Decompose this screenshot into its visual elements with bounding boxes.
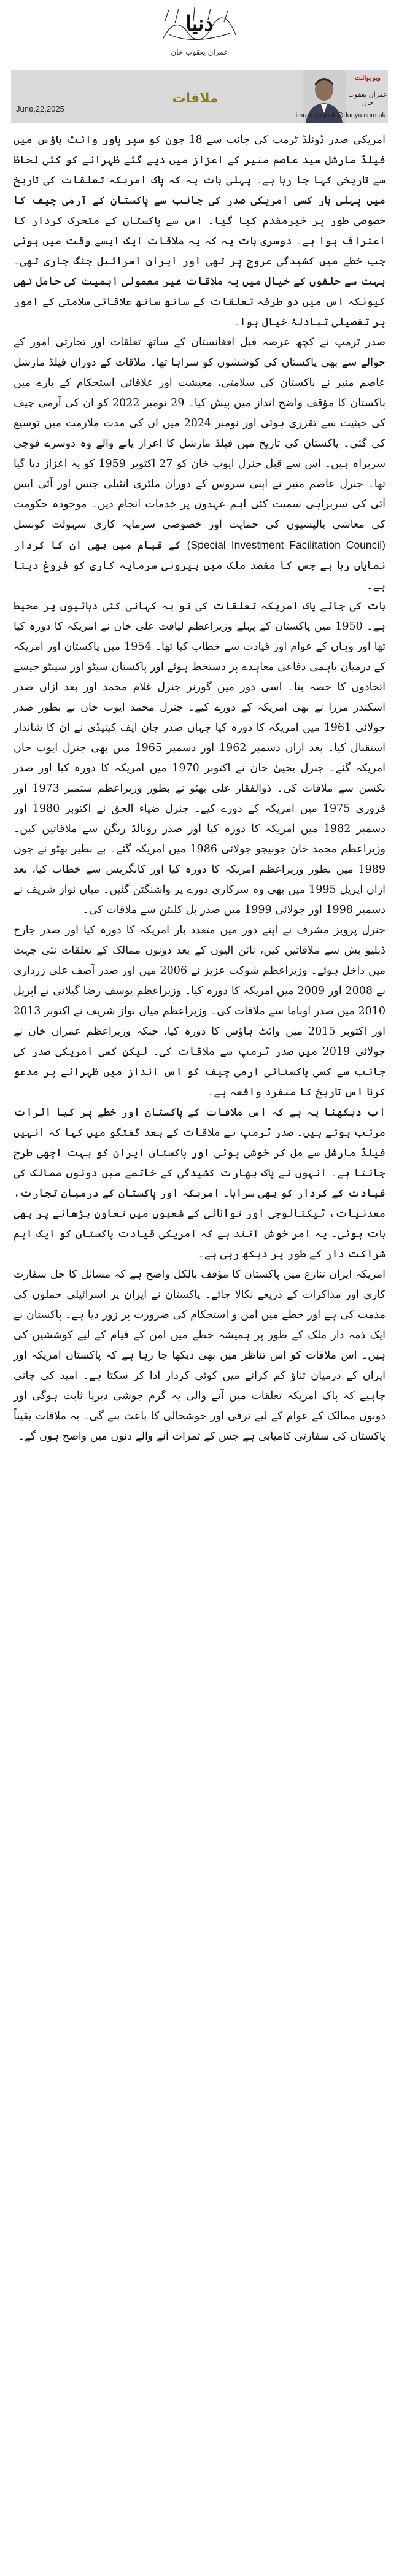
viewpoint-brand: ویو پوائنٹ <box>355 75 381 82</box>
paragraph <box>14 333 385 596</box>
paragraph-text: صدر ٹرمپ نے کچھ عرصہ قبل افغانستان کے ساتھ تعلقات اور تجارتی امور کے حوالے سے بھی پاکستان کی کوششوں کو سراہا تھا۔ ملاقات کے دوران فیلڈ مارشل عاصم منیر نے پاکستان کی سلامتی، معیشت اور علاقائی استحکام کے بارے میں پاکستان کا مؤقف واضح انداز میں پیش کیا۔ 29 نومبر 2022 کو ان کی آرمی چیف کی حیثیت سے تقرری ہوئی اور نومبر 2024 میں ان کی مدت ملازمت میں توسیع کی گئی۔ پاکستان کی تاریخ میں فیلڈ مارشل کا اعزاز پانے والے وہ دوسرے فوجی سربراہ ہیں۔ اس سے قبل جنرل ایوب خان کو 27 اکتوبر 1959 کو یہ اعزاز دیا گیا تھا۔ جنرل عاصم منیر نے اپنی سروس کے دوران ملٹری انٹیلی جنس اور آئی ایس آئی کی سربراہی سمیت کئی اہم عہدوں پر خدمات انجام دیں۔ موجودہ حکومت کی معاشی پالیسیوں کی حمایت اور خصوصی سرمایہ کاری سہولت کونسل <box>14 336 385 531</box>
author-email: imran.yaqoob@dunya.com.pk <box>295 112 385 119</box>
paragraph: امریکی صدر ڈونلڈ ٹرمپ کی جانب سے 18 جون کو سپر پاور وائٹ ہاؤس میں فیلڈ مارشل سید عاصم منیر کے اعزاز میں دیے گئے ظہرانے کو کئی لحاظ سے تاریخی کہا جا رہا ہے۔ پہلی بات یہ کہ پاک امریکہ تعلقات کی تاریخ میں پہلی بار کسی امریکی صدر کی جانب سے پاکستان کے آرمی چیف کا خصوصی طور پر خیرمقدم کیا گیا۔ اس سے پاکستان کے متحرک کردار کا اعتراف ہوا ہے۔ دوسری بات یہ کہ یہ ملاقات ایک ایسے وقت میں ہوئی جب خطے میں کشیدگی عروج پر تھی اور ایران اسرائیل جنگ جاری تھی۔ بہت سے حلقوں کے خیال میں یہ ملاقات غیر معمولی اہمیت کی حامل تھی کیونکہ اس میں دو طرفہ تعلقات کے ساتھ ساتھ علاقائی سلامتی کے امور پر تفصیلی تبادلۂ خیال ہوا۔ <box>14 134 386 328</box>
author-name: عمران یعقوب خان <box>348 91 387 107</box>
svg-text:دنیا: دنیا <box>185 12 214 36</box>
masthead <box>0 0 399 72</box>
column-header <box>11 70 388 123</box>
english-term: (Special Investment Facilitation Council) <box>187 539 385 551</box>
paragraph: اب دیکھنا یہ ہے کہ اس ملاقات کے پاکستان اور خطے پر کیا اثرات مرتب ہوتے ہیں۔ صدر ٹرمپ نے ملاقات کے بعد گفتگو میں کہا کہ انہیں فیلڈ مارشل سے مل کر خوشی ہوئی اور پاکستان ایران کو بہت اچھی طرح جانتا ہے۔ انہوں نے پاک بھارت کشیدگی کے خاتمے میں دونوں ممالک کی قیادت کے کردار کو بھی سراہا۔ امریکہ اور پاکستان کے درمیان تجارت، معدنیات، ٹیکنالوجی اور توانائی کے شعبوں میں تعاون بڑھانے پر بھی بات ہوئی۔ یہ امر خوش آئند ہے کہ امریکی قیادت پاکستان کو ایک اہم شراکت دار کے طور پر دیکھ رہی ہے۔ <box>14 1106 385 1260</box>
dunya-logo <box>157 2 242 47</box>
date-label: June,22,2025 <box>16 104 64 114</box>
newspaper-logo-icon <box>157 2 242 47</box>
paragraph: بات کی جائے پاک امریکہ تعلقات کی تو یہ کہانی کئی دہائیوں پر محیط ہے۔ 1950 میں پاکستان کے پہلے وزیراعظم لیاقت علی خان نے امریکہ کا دورہ کیا تھا اور وہاں کے عوام اور قیادت سے خطاب کیا تھا۔ 1954 میں پاکستان اور امریکہ کے درمیان باہمی دفاعی معاہدے پر دستخط ہوئے اور پاکستان سیٹو اور سینٹو جیسے اتحادوں کا حصہ بنا۔ اسی دور میں گورنر جنرل غلام محمد اور بعد ازاں صدر اسکندر مرزا نے بھی امریکہ کے دورے کیے۔ جنرل محمد ایوب خان نے بطور صدر جولائی 1961 میں امریکہ کا دورہ کیا جہاں صدر جان ایف کینیڈی نے ان کا شاندار استقبال کیا۔ بعد ازاں دسمبر 1962 اور دسمبر 1965 میں بھی جنرل ایوب خان امریکہ گئے۔ جنرل یحییٰ خان نے اکتوبر 1970 میں امریکہ کا دورہ کیا اور صدر نکسن سے ملاقات کی۔ ذوالفقار علی بھٹو نے بطور وزیراعظم ستمبر 1973 اور فروری 1975 میں امریکہ کے دورے کیے۔ جنرل ضیاء الحق نے اکتوبر 1980 اور دسمبر 1982 میں امریکہ کا دورہ کیا اور صدر رونالڈ ریگن سے ملاقاتیں کیں۔ وزیراعظم محمد خان جونیجو جولائی 1986 میں امریکہ گئے۔ بے نظیر بھٹو نے جون 1989 میں بطور وزیراعظم امریکہ کا دورہ کیا اور کانگریس سے خطاب کیا، بعد ازاں اپریل 1995 میں بھی وہ سرکاری دورے پر واشنگٹن گئیں۔ میاں نواز شریف نے دسمبر 1998 اور جولائی 1999 میں صدر بل کلنٹن سے ملاقات کی۔ <box>13 600 386 916</box>
paragraph-text: کے قیام میں بھی ان کا کردار نمایاں رہا ہے جس کا مقصد ملک میں بیرونی سرمایہ کاری کو فروغ دینا ہے۔ <box>14 539 385 592</box>
masthead-subtitle: عمران یعقوب خان <box>171 48 228 56</box>
paragraph: امریکہ ایران تنازع میں پاکستان کا مؤقف بالکل واضح ہے کہ مسائل کا حل سفارت کاری اور مذاکرات کے ذریعے نکالا جائے۔ پاکستان نے ایران پر اسرائیلی حملوں کی مذمت کی ہے اور خطے میں امن و استحکام کی ضرورت پر زور دیا ہے۔ پاکستان نے ایک ذمہ دار ملک کے طور پر ہمیشہ خطے میں امن کے قیام کے لیے کوششیں کی ہیں۔ اس ملاقات کو اس تناظر میں بھی دیکھا جا رہا ہے کہ پاکستان امریکہ اور ایران کے درمیان تناؤ کم کرانے میں کوئی کردار ادا کر سکتا ہے۔ امید کی جانی چاہیے کہ پاک امریکہ تعلقات میں آنے والی یہ گرم جوشی دیرپا ثابت ہوگی اور دونوں ممالک کے عوام کے لیے ترقی اور خوشحالی کا باعث بنے گی۔ یہ ملاقات یقیناً پاکستان کی سفارتی کامیابی ہے جس کے ثمرات آنے والے دنوں میں واضح ہوں گے۔ <box>14 1268 385 1443</box>
paragraph: جنرل پرویز مشرف نے اپنے دور میں متعدد بار امریکہ کا دورہ کیا اور صدر جارج ڈبلیو بش سے ملاقاتیں کیں، نائن الیون کے بعد دونوں ممالک کے تعلقات نئی جہت میں داخل ہوئے۔ وزیراعظم شوکت عزیز نے 2006 میں اور صدر آصف علی زرداری نے 2008 اور 2009 میں امریکہ کا دورہ کیا۔ وزیراعظم یوسف رضا گیلانی نے اپریل 2010 میں صدر اوباما سے ملاقات کی۔ وزیراعظم میاں نواز شریف نے اکتوبر 2013 اور اکتوبر 2015 میں وائٹ ہاؤس کا دورہ کیا، جبکہ وزیراعظم عمران خان نے جولائی 2019 میں صدر ٹرمپ سے ملاقات کی۔ لیکن کسی امریکی صدر کی جانب سے کسی پاکستانی آرمی چیف کو اس انداز میں ظہرانے پر مدعو کرنا اس تاریخ کا منفرد واقعہ ہے۔ <box>14 924 386 1098</box>
column-title: ملاقات <box>172 91 219 106</box>
article-body <box>14 130 385 1447</box>
